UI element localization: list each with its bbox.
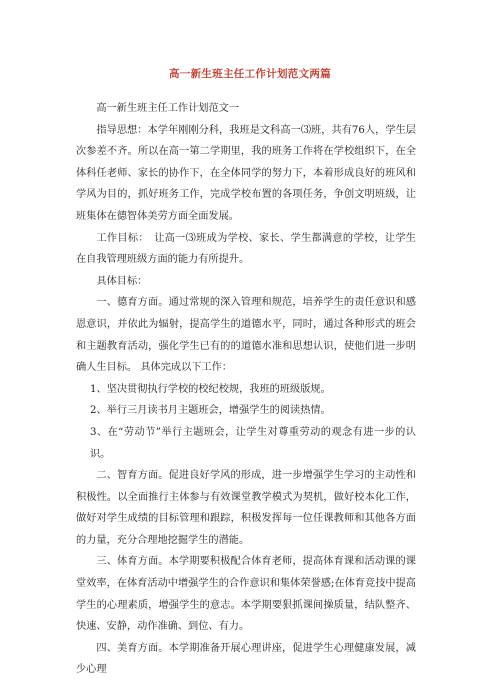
- aesthetic-education-paragraph: 四、美育方面。本学期准备开展心理讲座，促进学生心理健康发展，减少心理: [76, 642, 416, 676]
- document-body: [76, 98, 416, 681]
- section-heading: 高一新生班主任工作计划范文一: [96, 103, 240, 114]
- specific-goals-heading: 具体目标：: [96, 275, 148, 287]
- document-title: 高一新生班主任工作计划范文两篇: [169, 68, 331, 80]
- guiding-ideology-paragraph: 指导思想：本学年刚刚分科，我班是文科高一⑶班，共有76人，学生层次参差不齐。所以在高一第二学期里，我的班务工作将在学校组织下，在全体科任老师、家长的协作下，在全体同学的努力下，本着形成良好的班风和学风为目的，抓好班务工作，完成学校布置的各项任务，争创文明班级，让班集体在德智体美劳方面全面发展。: [76, 124, 416, 222]
- list-item: 1、坚决贯彻执行学校的校纪校规，我班的班级版规。: [90, 383, 331, 395]
- work-goal-paragraph: 工作目标： 让高一⑶班成为学校、家长、学生都满意的学校，让学生在自我管理班级方面的能力有所提升。: [76, 232, 416, 266]
- physical-education-paragraph: 三、体育方面。本学期要积极配合体育老师，提高体育课和活动课的课堂效率，在体育活动中增强学生的合作意识和集体荣誉感;在体育竞技中提高学生的心理素质，增强学生的意志。本学期要狠抓课间操质量，结队整齐、快速、安静，动作准确、到位、有力。: [76, 556, 416, 633]
- moral-education-paragraph: 一、德育方面。通过常规的深入管理和规范，培养学生的责任意识和感恩意识，并依此为辐射，提高学生的道德水平，同时，通过各种形式的班会和主题教育活动，强化学生已有的的道德水准和思想认识，使他们进一步明确人生目标。 具体完成以下工作：: [76, 297, 416, 374]
- intellectual-education-paragraph: 二、智育方面。促进良好学风的形成，进一步增强学生学习的主动性和积极性。以全面推行主体参与有效课堂教学模式为契机，做好校本化工作，做好对学生成绩的目标管理和跟踪，积极发挥每一位任课教师和其他各方面的力量，充分合理地挖掘学生的潜能。: [76, 470, 416, 546]
- list-item: 3、在“劳动节”举行主题班会，让学生对尊重劳动的观念有进一步的认识。: [90, 426, 416, 460]
- list-item: 2、举行三月读书月主题班会，增强学生的阅读热情。: [90, 405, 331, 417]
